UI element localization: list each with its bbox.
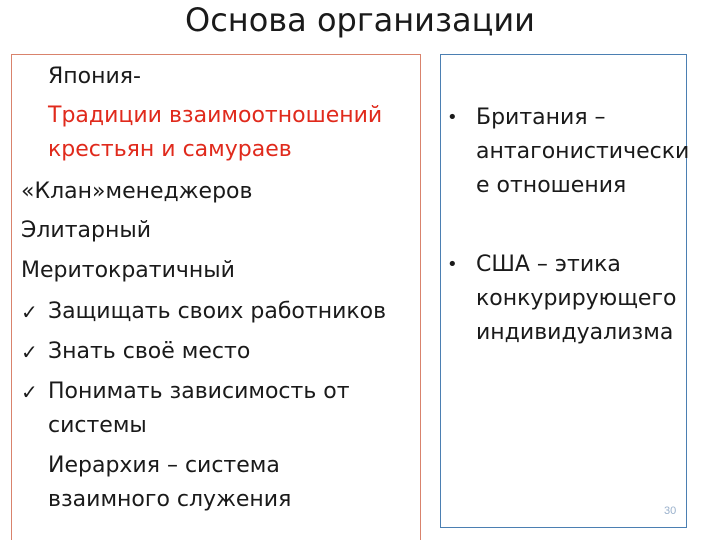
bullet-icon: • [447, 107, 458, 128]
hierarchy-line-1: Иерархия – система [48, 453, 280, 478]
usa-line-3: индивидуализма [476, 320, 674, 345]
checklist-item-3: Понимать зависимость от [48, 379, 350, 404]
check-icon: ✓ [21, 340, 38, 364]
elite-text: Элитарный [21, 218, 152, 243]
japan-heading: Япония- [48, 64, 141, 89]
page-number: 30 [664, 505, 677, 517]
check-icon: ✓ [21, 380, 38, 404]
hierarchy-line-2: взаимного служения [48, 487, 292, 512]
checklist-item-2: Знать своё место [48, 339, 251, 364]
bullet-icon: • [447, 254, 458, 275]
britain-line-3: е отношения [476, 173, 627, 198]
usa-line-1: США – этика [476, 252, 621, 277]
britain-line-1: Британия – [476, 105, 606, 130]
tradition-line-1: Традиции взаимоотношений [48, 103, 383, 128]
clan-text: «Клан»менеджеров [21, 179, 253, 204]
tradition-line-2: крестьян и самураев [48, 137, 292, 162]
slide-title: Основа организации [185, 1, 535, 39]
merit-text: Меритократичный [21, 258, 235, 283]
checklist-item-3-cont: системы [48, 413, 147, 438]
checklist-item-1: Защищать своих работников [48, 299, 387, 324]
check-icon: ✓ [21, 300, 38, 324]
britain-line-2: антагонистически [476, 139, 690, 164]
usa-line-2: конкурирующего [476, 286, 677, 311]
